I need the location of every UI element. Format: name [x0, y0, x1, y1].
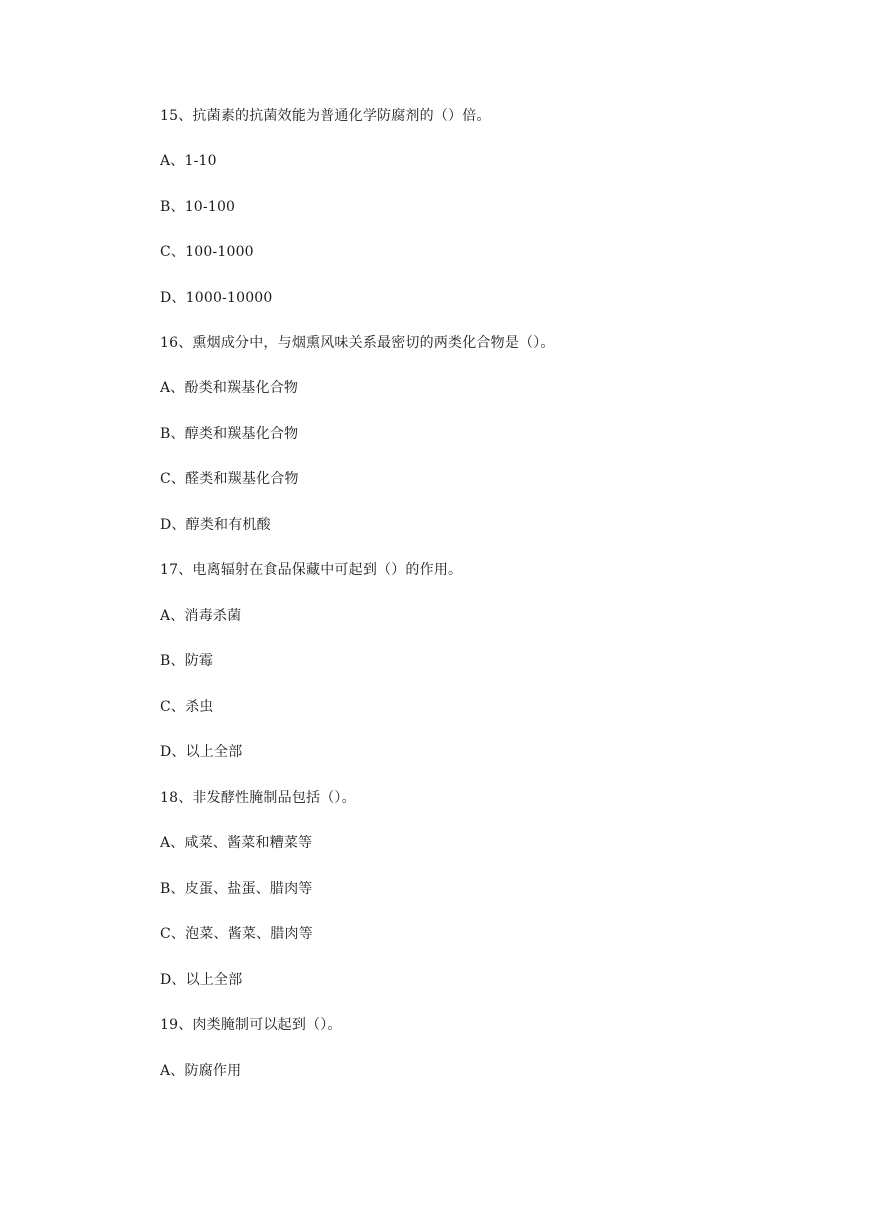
question-17-option-c: C、杀虫	[160, 699, 214, 715]
question-19-stem: 19、肉类腌制可以起到（）。	[160, 1017, 342, 1033]
question-17-option-d: D、以上全部	[160, 744, 243, 760]
question-18-option-c: C、泡菜、酱菜、腊肉等	[160, 926, 313, 942]
question-16-option-c: C、醛类和羰基化合物	[160, 471, 299, 487]
question-19-option-a: A、防腐作用	[160, 1063, 242, 1079]
question-17-option-a: A、消毒杀菌	[160, 608, 242, 624]
question-15-stem: 15、抗菌素的抗菌效能为普通化学防腐剂的（）倍。	[160, 108, 491, 124]
question-16-option-b: B、醇类和羰基化合物	[160, 426, 299, 442]
question-15-option-b: B、10-100	[160, 199, 236, 215]
question-15-option-d: D、1000-10000	[160, 290, 273, 306]
question-16-option-d: D、醇类和有机酸	[160, 517, 271, 533]
question-16-stem: 16、熏烟成分中，与烟熏风味关系最密切的两类化合物是（）。	[160, 335, 555, 351]
question-17-option-b: B、防霉	[160, 653, 214, 669]
question-18-option-d: D、以上全部	[160, 972, 243, 988]
question-17-stem: 17、电离辐射在食品保藏中可起到（）的作用。	[160, 562, 463, 578]
question-15-option-a: A、1-10	[160, 153, 217, 169]
question-15-option-c: C、100-1000	[160, 244, 254, 260]
question-18-option-b: B、皮蛋、盐蛋、腊肉等	[160, 881, 313, 897]
question-16-option-a: A、酚类和羰基化合物	[160, 380, 299, 396]
question-18-stem: 18、非发酵性腌制品包括（）。	[160, 790, 356, 806]
question-18-option-a: A、咸菜、酱菜和糟菜等	[160, 835, 313, 851]
